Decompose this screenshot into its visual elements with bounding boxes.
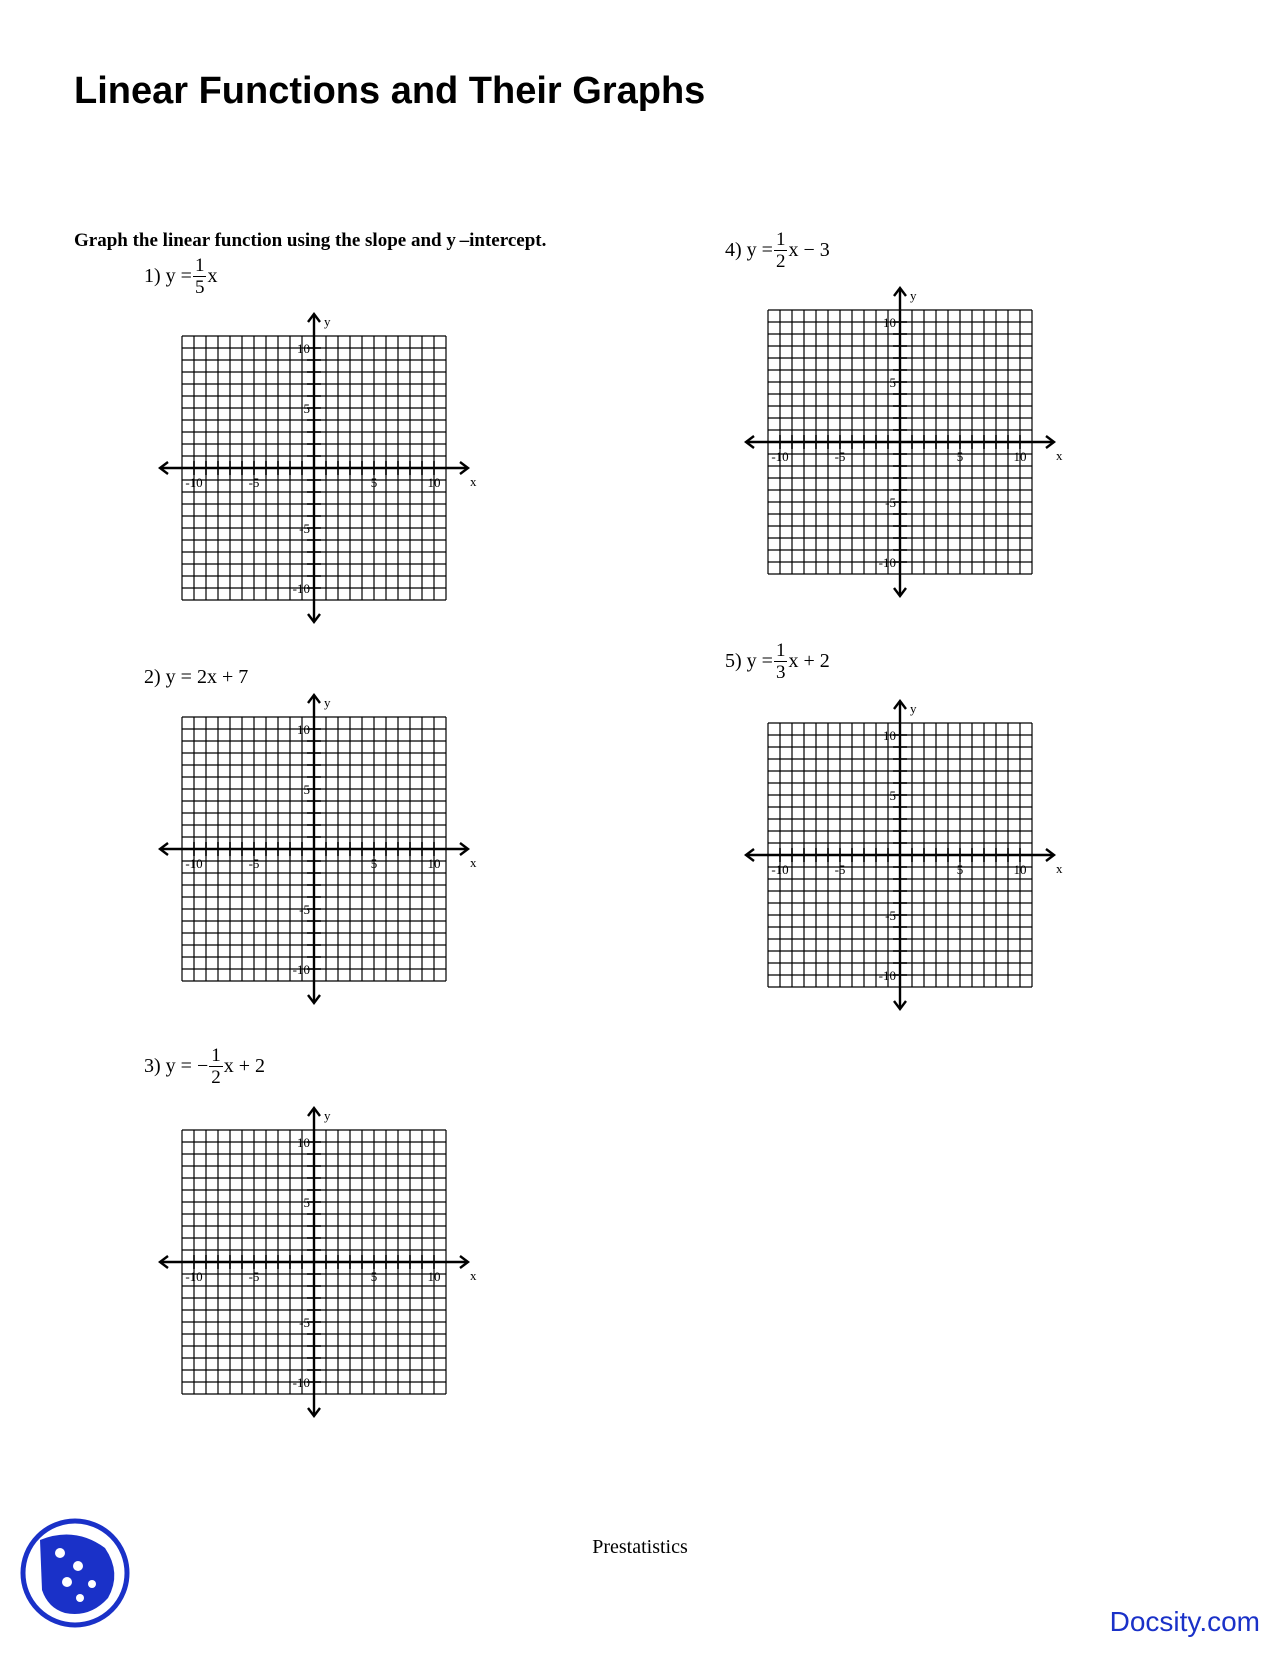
problem-number: 4) — [725, 239, 742, 261]
problem-4-label — [725, 230, 830, 271]
fraction-numerator: 1 — [194, 255, 205, 276]
equation-lhs: y = — [165, 265, 192, 287]
y-tick-label: 10 — [883, 315, 896, 330]
y-axis-label: y — [324, 314, 331, 329]
x-axis-label: x — [1056, 448, 1063, 463]
coordinate-grid-5[interactable] — [744, 699, 1074, 1029]
x-axis-label: x — [1056, 861, 1063, 876]
slope-fraction — [209, 1046, 223, 1087]
x-tick-label: 5 — [956, 449, 964, 464]
x-tick-label: -5 — [248, 1269, 260, 1284]
y-tick-label: 10 — [297, 722, 310, 737]
y-axis-label: y — [324, 1108, 331, 1123]
x-tick-label: -10 — [185, 1269, 203, 1284]
x-tick-label: 5 — [370, 475, 378, 490]
x-tick-label: -5 — [248, 856, 260, 871]
problem-number: 5) — [725, 650, 742, 672]
y-tick-label: -5 — [299, 1315, 310, 1330]
y-axis-label: y — [910, 288, 917, 303]
fraction-denominator: 5 — [194, 277, 205, 298]
y-tick-label: -5 — [299, 902, 310, 917]
y-tick-label: -10 — [292, 581, 310, 596]
problem-2-label — [144, 666, 248, 689]
page-title: Linear Functions and Their Graphs — [74, 70, 706, 112]
x-tick-label: 10 — [427, 475, 441, 490]
equation-sign: − — [196, 1055, 209, 1077]
x-tick-label: 10 — [427, 1269, 441, 1284]
y-tick-label: -10 — [878, 555, 896, 570]
equation-lhs: y = — [165, 1055, 192, 1077]
x-tick-label: -10 — [771, 862, 789, 877]
y-axis-label: y — [910, 701, 917, 716]
y-tick-label: 10 — [883, 728, 896, 743]
problem-number: 2) — [144, 666, 161, 688]
x-tick-label: -10 — [185, 856, 203, 871]
equation-lhs: y = 2x + 7 — [165, 666, 249, 688]
y-tick-label: -10 — [878, 968, 896, 983]
y-tick-label: -5 — [885, 908, 896, 923]
x-tick-label: -10 — [771, 449, 789, 464]
instructions: Graph the linear function using the slope and y –intercept. — [74, 230, 547, 251]
fraction-denominator: 2 — [211, 1067, 221, 1088]
equation-lhs: y = — [746, 239, 773, 261]
fraction-numerator: 1 — [211, 1045, 221, 1066]
y-tick-label: -5 — [299, 521, 310, 536]
equation-tail: x + 2 — [788, 650, 830, 672]
slope-fraction — [193, 256, 207, 297]
x-axis-label: x — [470, 474, 477, 489]
x-tick-label: 10 — [427, 856, 441, 871]
equation-tail: x — [207, 265, 218, 287]
problem-number: 1) — [144, 265, 161, 287]
coordinate-grid-4[interactable] — [744, 286, 1074, 616]
x-tick-label: 5 — [370, 1269, 378, 1284]
y-tick-label: 10 — [297, 341, 310, 356]
y-tick-label: 5 — [303, 401, 310, 416]
problem-5-label — [725, 641, 830, 682]
coordinate-grid-1[interactable] — [158, 312, 488, 642]
brand-watermark: Docsity.com — [1109, 1606, 1260, 1637]
y-tick-label: 5 — [303, 782, 310, 797]
problem-1-label — [144, 256, 217, 297]
fraction-denominator: 2 — [775, 251, 786, 272]
x-tick-label: 5 — [370, 856, 378, 871]
coordinate-grid-3[interactable] — [158, 1106, 488, 1436]
x-tick-label: -10 — [185, 475, 203, 490]
coordinate-grid-2[interactable] — [158, 693, 488, 1023]
docsity-logo — [20, 1518, 130, 1628]
y-tick-label: 5 — [303, 1195, 310, 1210]
y-tick-label: -5 — [885, 495, 896, 510]
x-tick-label: -5 — [834, 862, 846, 877]
y-tick-label: -10 — [292, 962, 310, 977]
x-axis-label: x — [470, 1268, 477, 1283]
x-tick-label: -5 — [834, 449, 846, 464]
y-tick-label: -10 — [292, 1375, 310, 1390]
equation-tail: x − 3 — [788, 239, 830, 261]
problem-number: 3) — [144, 1055, 161, 1077]
footer-course-name: Prestatistics — [592, 1536, 688, 1558]
x-tick-label: 5 — [956, 862, 964, 877]
y-tick-label: 10 — [297, 1135, 310, 1150]
x-tick-label: 10 — [1013, 449, 1027, 464]
fraction-numerator: 1 — [775, 640, 786, 661]
slope-fraction — [774, 230, 788, 271]
slope-fraction — [774, 641, 788, 682]
x-tick-label: 10 — [1013, 862, 1027, 877]
problem-3-label — [144, 1046, 265, 1087]
fraction-numerator: 1 — [775, 229, 786, 250]
equation-lhs: y = — [746, 650, 773, 672]
x-tick-label: -5 — [248, 475, 260, 490]
fraction-denominator: 3 — [775, 662, 786, 683]
y-tick-label: 5 — [889, 788, 896, 803]
y-axis-label: y — [324, 695, 331, 710]
y-tick-label: 5 — [889, 375, 896, 390]
x-axis-label: x — [470, 855, 477, 870]
equation-tail: x + 2 — [223, 1055, 266, 1077]
